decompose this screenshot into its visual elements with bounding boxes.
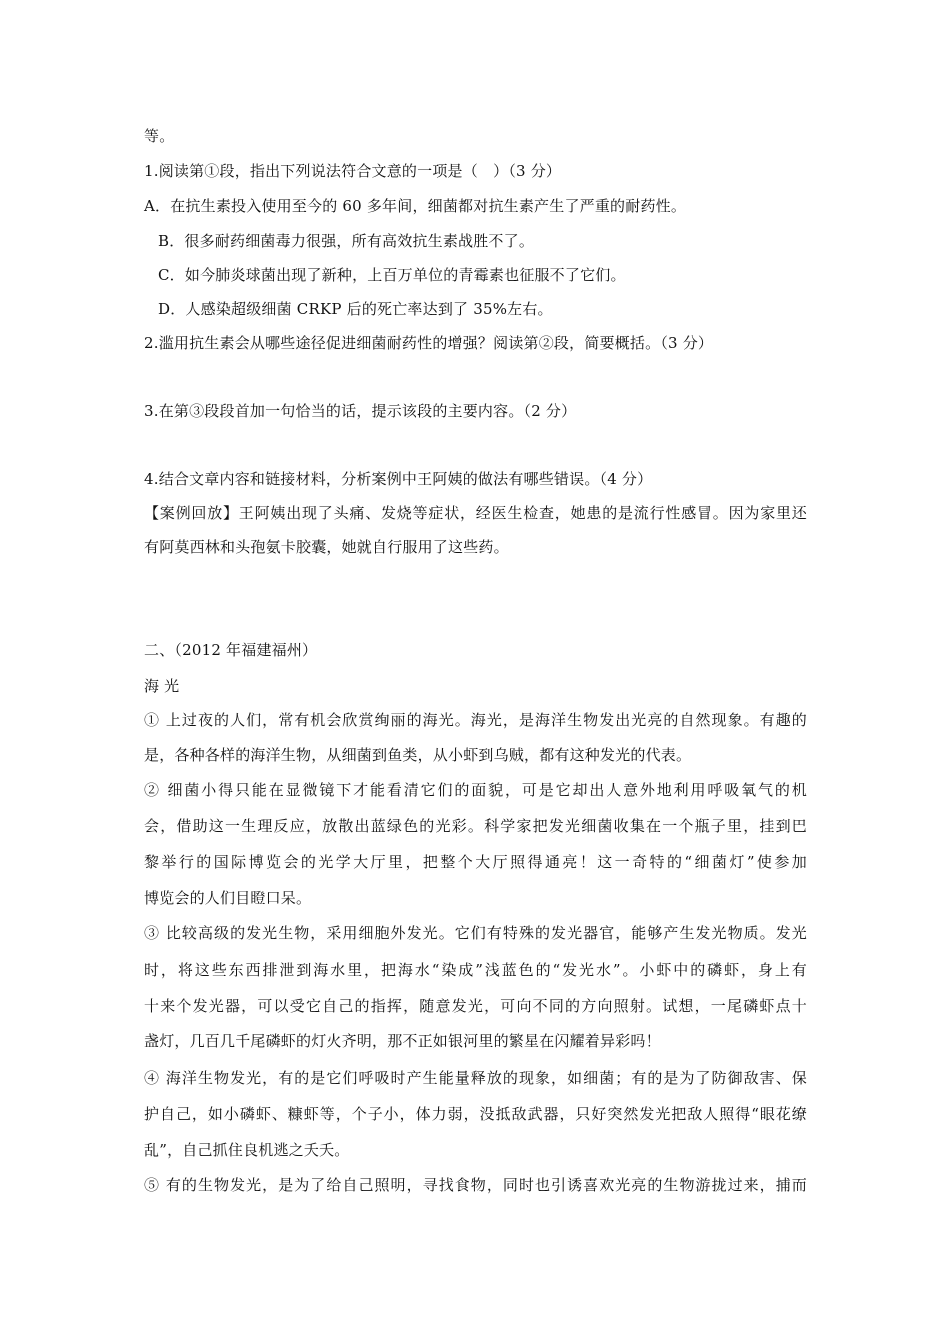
paragraph-line: ③ 比较高级的发光生物，采用细胞外发光。它们有特殊的发光器官，能够产生发光物质。发光 <box>144 924 807 942</box>
section-heading: 二、（2012 年福建福州） <box>144 641 318 659</box>
article-title: 海 光 <box>144 677 180 695</box>
question-1: 1.阅读第①段，指出下列说法符合文意的一项是（ ）（3 分） <box>144 162 562 180</box>
text-line: 等。 <box>144 127 175 145</box>
option-c: C．如今肺炎球菌出现了新种，上百万单位的青霉素也征服不了它们。 <box>158 266 626 284</box>
option-d: D．人感染超级细菌 CRKP 后的死亡率达到了 35%左右。 <box>158 300 553 318</box>
question-4: 4.结合文章内容和链接材料，分析案例中王阿姨的做法有哪些错误。（4 分） <box>144 470 653 488</box>
question-2: 2.滥用抗生素会从哪些途径促进细菌耐药性的增强？阅读第②段，简要概括。（3 分） <box>144 334 714 352</box>
paragraph-line: 时，将这些东西排泄到海水里，把海水“染成”浅蓝色的“发光水”。小虾中的磷虾，身上有 <box>144 961 807 979</box>
paragraph-line: 盏灯，几百几千尾磷虾的灯火齐明，那不正如银河里的繁星在闪耀着异彩吗！ <box>144 1032 661 1050</box>
paragraph-line: 博览会的人们目瞪口呆。 <box>144 889 312 907</box>
paragraph-line: 会，借助这一生理反应，放散出蓝绿色的光彩。科学家把发光细菌收集在一个瓶子里，挂到巴 <box>144 817 807 835</box>
paragraph-line: ① 上过夜的人们，常有机会欣赏绚丽的海光。海光，是海洋生物发出光亮的自然现象。有趣的 <box>144 711 807 729</box>
paragraph-line: ⑤ 有的生物发光，是为了给自己照明，寻找食物，同时也引诱喜欢光亮的生物游拢过来，捕而 <box>144 1176 807 1194</box>
paragraph-line: 十来个发光器，可以受它自己的指挥，随意发光，可向不同的方向照射。试想，一尾磷虾点十 <box>144 997 807 1015</box>
paragraph-line: ② 细菌小得只能在显微镜下才能看清它们的面貌，可是它却出人意外地利用呼吸氧气的机 <box>144 781 807 799</box>
option-a: A．在抗生素投入使用至今的 60 多年间，细菌都对抗生素产生了严重的耐药性。 <box>144 197 687 215</box>
paragraph-line: 黎举行的国际博览会的光学大厅里，把整个大厅照得通亮！这一奇特的“细菌灯”使参加 <box>144 853 807 871</box>
option-b: B．很多耐药细菌毒力很强，所有高效抗生素战胜不了。 <box>158 232 535 250</box>
case-text-line: 有阿莫西林和头孢氨卡胶囊，她就自行服用了这些药。 <box>144 538 509 556</box>
paragraph-line: 乱”，自己抓住良机逃之夭夭。 <box>144 1141 350 1159</box>
paragraph-line: 护自己，如小磷虾、糠虾等，个子小，体力弱，没抵敌武器，只好突然发光把敌人照得“眼花缭 <box>144 1105 807 1123</box>
paragraph-line: ④ 海洋生物发光，有的是它们呼吸时产生能量释放的现象，如细菌；有的是为了防御敌害、保 <box>144 1069 807 1087</box>
case-text-line: 【案例回放】王阿姨出现了头痛、发烧等症状，经医生检查，她患的是流行性感冒。因为家里还 <box>144 504 807 522</box>
paragraph-line: 是，各种各样的海洋生物，从细菌到鱼类，从小虾到乌贼，都有这种发光的代表。 <box>144 746 692 764</box>
question-3: 3.在第③段段首加一句恰当的话，提示该段的主要内容。（2 分） <box>144 402 577 420</box>
